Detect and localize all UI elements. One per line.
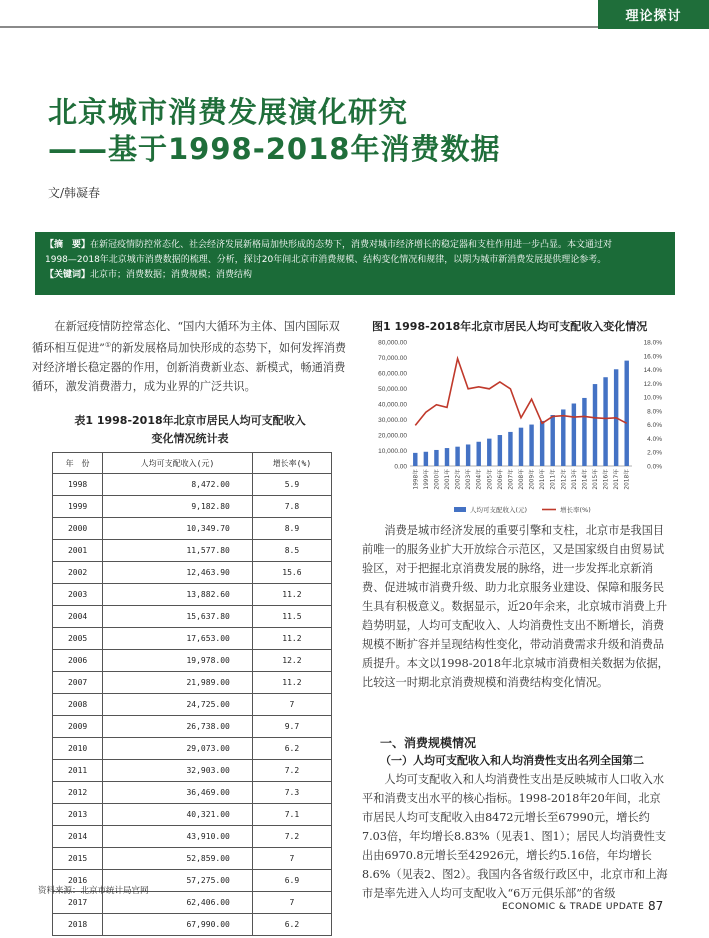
abstract-text1: 在新冠疫情防控常态化、社会经济发展新格局加快形成的态势下，消费对城市经济增长的稳定器和支柱作用进一步凸显。本文通过对 xyxy=(90,240,613,250)
cell-year: 2013 xyxy=(53,804,103,826)
table-row xyxy=(53,914,332,936)
income-bar xyxy=(466,444,470,466)
table-row xyxy=(53,606,332,628)
y-right-tick-label: 12.0% xyxy=(643,380,662,388)
table-row xyxy=(53,584,332,606)
x-tick-label: 2018年 xyxy=(624,469,631,490)
cell-year: 2002 xyxy=(53,562,103,584)
income-bar xyxy=(603,377,607,466)
table-row xyxy=(53,782,332,804)
table-row xyxy=(53,672,332,694)
cell-year: 2018 xyxy=(53,914,103,936)
cell-income: 17,653.00 xyxy=(103,628,253,650)
cell-income: 12,463.90 xyxy=(103,562,253,584)
x-tick-label: 2002年 xyxy=(455,469,462,490)
cell-income: 52,859.00 xyxy=(103,848,253,870)
cell-year: 2016 xyxy=(53,870,103,892)
header-year: 年 份 xyxy=(53,453,103,474)
cell-growth: 7 xyxy=(252,848,331,870)
table-title xyxy=(40,412,340,448)
cell-income: 11,577.80 xyxy=(103,540,253,562)
cell-growth: 7.1 xyxy=(252,804,331,826)
abstract-label: 【摘 要】 xyxy=(45,240,91,250)
y-right-tick-label: 6.0% xyxy=(647,422,662,430)
section-heading: 一、消费规模情况 xyxy=(380,736,477,750)
table-row xyxy=(53,540,332,562)
cell-growth: 6.2 xyxy=(252,738,331,760)
cell-year: 2012 xyxy=(53,782,103,804)
x-tick-label: 2004年 xyxy=(476,469,483,490)
y-right-tick-label: 14.0% xyxy=(643,367,662,375)
y-left-tick-label: 40,000.00 xyxy=(378,401,407,409)
cell-year: 2010 xyxy=(53,738,103,760)
cell-growth: 5.9 xyxy=(252,474,331,496)
y-right-tick-label: 10.0% xyxy=(643,394,662,402)
y-left-tick-label: 20,000.00 xyxy=(378,432,407,440)
cell-year: 2004 xyxy=(53,606,103,628)
cell-year: 2009 xyxy=(53,716,103,738)
cell-income: 32,903.00 xyxy=(103,760,253,782)
cell-income: 67,990.00 xyxy=(103,914,253,936)
income-bar xyxy=(445,448,449,466)
cell-growth: 11.2 xyxy=(252,672,331,694)
cell-year: 2015 xyxy=(53,848,103,870)
x-tick-label: 2009年 xyxy=(529,469,536,490)
cell-year: 2017 xyxy=(53,892,103,914)
cell-income: 40,321.00 xyxy=(103,804,253,826)
abstract-box xyxy=(35,232,675,295)
income-bar xyxy=(529,425,533,466)
article-title-line1: 北京城市消费发展演化研究 xyxy=(48,95,409,129)
cell-income: 10,349.70 xyxy=(103,518,253,540)
abstract-line2: 1998—2018年北京城市消费数据的梳理、分析，探讨20年间北京市消费规模、结构变化情况和规律，以期为城市新消费发展提供理论参考。 xyxy=(45,255,607,265)
cell-growth: 11.5 xyxy=(252,606,331,628)
x-tick-label: 1999年 xyxy=(423,469,430,490)
y-right-tick-label: 0.0% xyxy=(647,463,662,471)
cell-growth: 7.2 xyxy=(252,760,331,782)
x-tick-label: 2005年 xyxy=(487,469,494,490)
cell-growth: 11.2 xyxy=(252,628,331,650)
income-bar xyxy=(424,452,428,466)
income-bar xyxy=(476,442,480,466)
x-tick-label: 2006年 xyxy=(497,469,504,490)
table-title-line1: 表1 1998-2018年北京市居民人均可支配收入 xyxy=(74,414,306,427)
x-tick-label: 2003年 xyxy=(466,469,473,490)
table-source: 资料来源：北京市统计局官网 xyxy=(38,886,149,896)
right-paragraph-1 xyxy=(362,521,670,692)
cell-income: 43,910.00 xyxy=(103,826,253,848)
y-left-tick-label: 70,000.00 xyxy=(378,355,407,362)
table-row xyxy=(53,738,332,760)
table-header-row xyxy=(53,453,332,474)
figure-title: 图1 1998-2018年北京市居民人均可支配收入变化情况 xyxy=(372,320,648,333)
author-line: 文/韩凝春 xyxy=(48,186,101,200)
header-rule xyxy=(0,26,598,28)
income-bar xyxy=(561,409,565,466)
cell-income: 15,637.80 xyxy=(103,606,253,628)
y-left-tick-label: 10,000.00 xyxy=(378,448,407,455)
income-bar xyxy=(593,384,597,466)
cell-growth: 11.2 xyxy=(252,584,331,606)
y-left-tick-label: 30,000.00 xyxy=(378,417,407,424)
cell-growth: 8.9 xyxy=(252,518,331,540)
legend-bar-swatch xyxy=(454,507,466,512)
cell-growth: 7.2 xyxy=(252,826,331,848)
cell-growth: 7.3 xyxy=(252,782,331,804)
cell-year: 2005 xyxy=(53,628,103,650)
cell-income: 9,182.80 xyxy=(103,496,253,518)
cell-growth: 6.2 xyxy=(252,914,331,936)
page-number: 87 xyxy=(648,899,664,913)
intro-text-b: 的新发展格局加快形成的态势下，如何发挥消费对经济增长稳定器的作用，创新消费新业态、新模式，畅通消费循环，激发消费潜力，成为业界的广泛共识。 xyxy=(32,341,347,393)
x-tick-label: 2011年 xyxy=(550,469,557,490)
cell-year: 2011 xyxy=(53,760,103,782)
cell-income: 21,989.00 xyxy=(103,672,253,694)
cell-year: 2001 xyxy=(53,540,103,562)
cell-year: 2007 xyxy=(53,672,103,694)
income-bar xyxy=(582,398,586,466)
income-bar xyxy=(540,421,544,466)
income-bar xyxy=(487,439,491,466)
section-tag: 理论探讨 xyxy=(598,0,709,29)
cell-year: 2003 xyxy=(53,584,103,606)
table-row xyxy=(53,562,332,584)
cell-income: 13,882.60 xyxy=(103,584,253,606)
footnote-mark: ① xyxy=(104,341,112,349)
cell-year: 2008 xyxy=(53,694,103,716)
y-right-tick-label: 4.0% xyxy=(647,435,662,443)
income-bar xyxy=(508,432,512,466)
table-row xyxy=(53,826,332,848)
table-row xyxy=(53,650,332,672)
cell-growth: 7 xyxy=(252,694,331,716)
cell-income: 8,472.00 xyxy=(103,474,253,496)
x-tick-label: 2017年 xyxy=(614,469,621,490)
y-left-tick-label: 0.00 xyxy=(394,463,407,471)
subsection-heading: （一）人均可支配收入和人均消费性支出名列全国第二 xyxy=(380,754,644,767)
cell-growth: 9.7 xyxy=(252,716,331,738)
keywords-line xyxy=(45,268,665,283)
income-bar xyxy=(572,404,576,466)
income-bar xyxy=(550,415,554,466)
x-tick-label: 2007年 xyxy=(508,469,515,490)
keywords-text: 北京市；消费数据；消费规模；消费结构 xyxy=(90,270,253,280)
cell-income: 62,406.00 xyxy=(103,892,253,914)
cell-income: 26,738.00 xyxy=(103,716,253,738)
abstract-line1 xyxy=(45,238,665,253)
header-income: 人均可支配收入(元) xyxy=(103,453,253,474)
y-right-tick-label: 2.0% xyxy=(647,449,662,457)
table-row xyxy=(53,848,332,870)
cell-growth: 7 xyxy=(252,892,331,914)
cell-growth: 8.5 xyxy=(252,540,331,562)
right-paragraph-2 xyxy=(362,770,670,903)
y-right-tick-label: 18.0% xyxy=(643,339,662,347)
y-right-tick-label: 8.0% xyxy=(647,408,662,416)
income-bar xyxy=(498,435,502,466)
cell-growth: 6.9 xyxy=(252,870,331,892)
cell-year: 1998 xyxy=(53,474,103,496)
keywords-label: 【关键词】 xyxy=(45,270,91,280)
table-title-line2: 变化情况统计表 xyxy=(151,432,229,445)
table-row xyxy=(53,804,332,826)
y-left-tick-label: 60,000.00 xyxy=(378,370,407,378)
cell-income: 24,725.00 xyxy=(103,694,253,716)
cell-growth: 12.2 xyxy=(252,650,331,672)
x-tick-label: 2010年 xyxy=(540,469,547,490)
table-row xyxy=(53,628,332,650)
cell-year: 2014 xyxy=(53,826,103,848)
income-bar xyxy=(455,447,459,466)
intro-text-a: 在新冠疫情防控常态化、“国内大循环为主体、国内国际双循环相互促进” xyxy=(32,320,340,355)
cell-growth: 15.6 xyxy=(252,562,331,584)
table-row xyxy=(53,474,332,496)
cell-income: 29,073.00 xyxy=(103,738,253,760)
income-bar xyxy=(624,361,628,466)
y-left-tick-label: 50,000.00 xyxy=(378,386,407,393)
cell-year: 1999 xyxy=(53,496,103,518)
x-tick-label: 2012年 xyxy=(561,469,568,490)
x-tick-label: 1998年 xyxy=(413,469,420,490)
para2-text: 人均可支配收入和人均消费性支出是反映城市人口收入水平和消费支出水平的核心指标。1998-2018年20年间，北京市居民人均可支配收入由8472元增长至67990元，增长约7.03倍，年均增长8.83%（见表1、图1）；居民人均消费性支出由6970.8元增长至42926元，增长约5.16倍，年均增长8.6%（见表2、图2）。我国内各省级行政区中，北京市和上海市是率先进入人均可支配收入“6万元俱乐部”的省级 xyxy=(362,773,668,900)
x-tick-label: 2000年 xyxy=(434,469,441,490)
x-tick-label: 2015年 xyxy=(593,469,599,490)
x-tick-label: 2001年 xyxy=(445,469,451,490)
para1-text: 消费是城市经济发展的重要引擎和支柱，北京市是我国目前唯一的服务业扩大开放综合示范区，又是国家级自由贸易试验区，对于把握北京消费发展的脉络，进一步发挥北京新消费、促进城市消费升级、助力北京服务业建设、保障和服务民生具有积极意义。数据显示，近20年余来，北京城市消费上升趋势明显，人均可支配收入、人均消费性支出不断增长，消费规模不断扩容并呈现结构性变化，带动消费需求升级和消费品质提升。本文以1998-2018年北京城市消费相关数据为依据，比较这一时期北京消费规模和消费结构变化情况。 xyxy=(362,524,669,689)
y-left-tick-label: 80,000.00 xyxy=(378,339,407,347)
cell-income: 57,275.00 xyxy=(103,870,253,892)
x-tick-label: 2013年 xyxy=(571,469,578,490)
table-row xyxy=(53,716,332,738)
income-bar xyxy=(413,453,417,466)
y-right-tick-label: 16.0% xyxy=(643,353,662,361)
header-growth: 增长率(%) xyxy=(252,453,331,474)
cell-growth: 7.8 xyxy=(252,496,331,518)
x-tick-label: 2008年 xyxy=(519,469,525,490)
cell-year: 2000 xyxy=(53,518,103,540)
cell-income: 19,978.00 xyxy=(103,650,253,672)
x-tick-label: 2014年 xyxy=(582,469,589,490)
income-bar xyxy=(519,428,523,466)
table-row xyxy=(53,496,332,518)
legend-line-label: 增长率(%) xyxy=(560,506,591,514)
cell-year: 2006 xyxy=(53,650,103,672)
legend-bar-label: 人均可支配收入(元) xyxy=(470,506,528,514)
article-title-line2: ——基于1998-2018年消费数据 xyxy=(48,132,501,166)
table-row xyxy=(53,518,332,540)
income-chart xyxy=(362,334,672,520)
table-row xyxy=(53,694,332,716)
intro-paragraph xyxy=(32,317,350,396)
x-tick-label: 2016年 xyxy=(603,469,610,490)
income-bar xyxy=(434,450,438,466)
cell-income: 36,469.00 xyxy=(103,782,253,804)
magazine-name: ECONOMIC & TRADE UPDATE xyxy=(502,902,645,912)
table-row xyxy=(53,760,332,782)
income-table xyxy=(52,452,332,936)
